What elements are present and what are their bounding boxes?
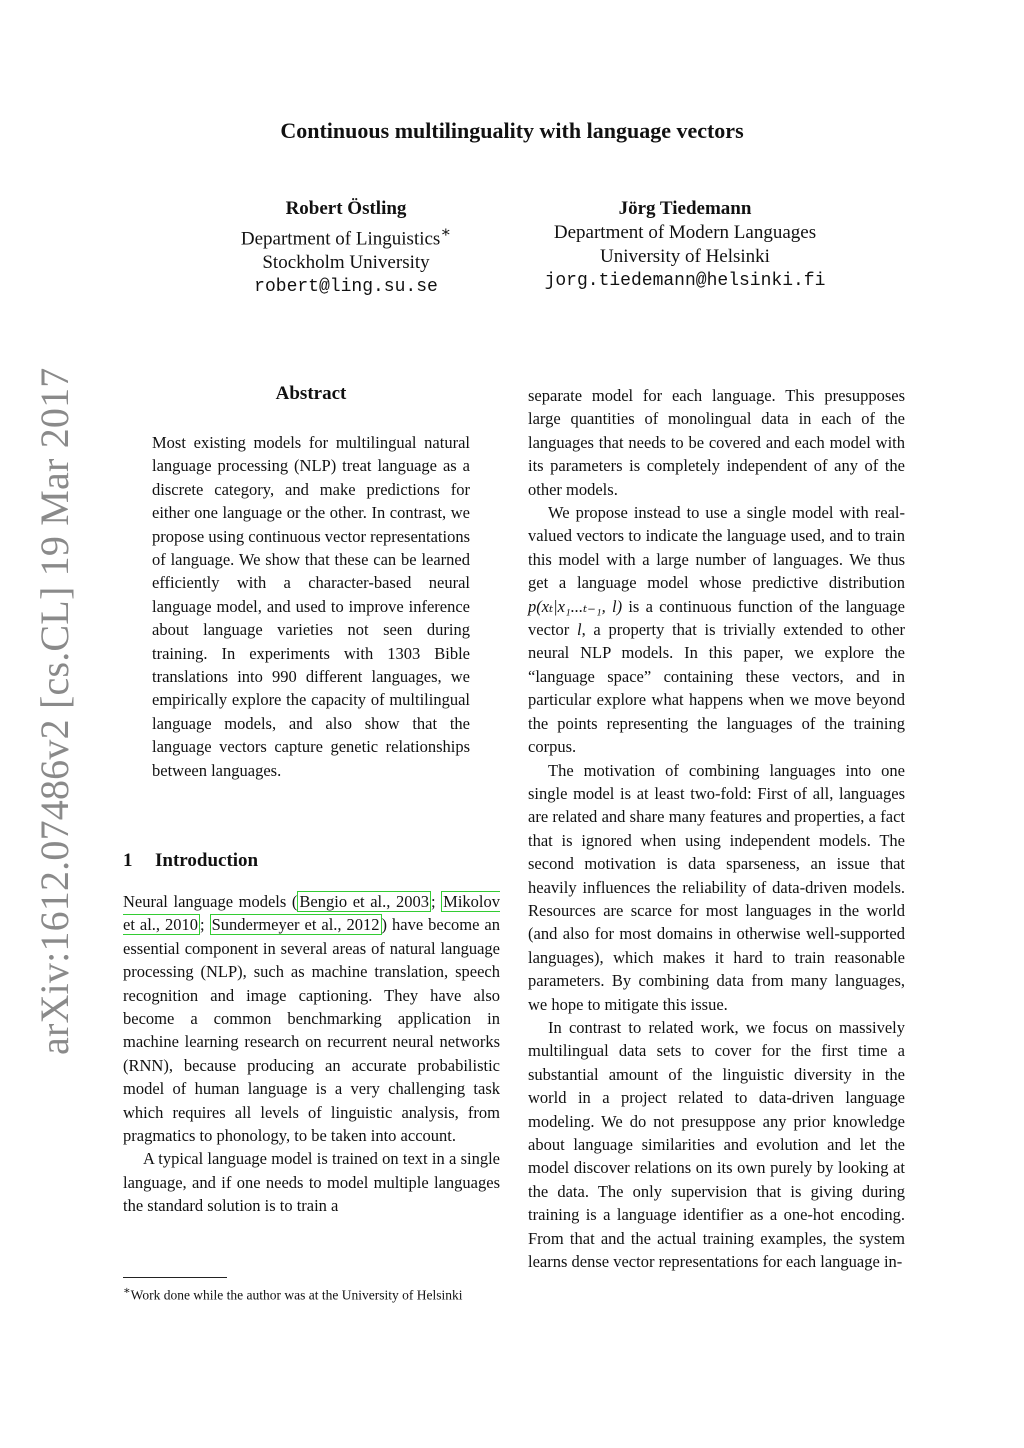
section-title: Introduction: [155, 850, 259, 871]
author-name: Jörg Tiedemann: [618, 198, 752, 219]
section-heading: [123, 850, 258, 872]
left-column-body: [123, 890, 500, 1218]
paragraph: In contrast to related work, we focus on massively multilingual data sets to cover for the first time a substantial amount of the linguistic diversity in the world in a project related to data-driven language modeling. We do not presuppose any prior knowledge about language similarities and evolution and let the model discover relations on its own purely by looking at the data. The only supervision that is giving during training is a language identifier as a one-hot encoding. From that and the actual training examples, the system learns dense vector representations for each language in-: [528, 1017, 905, 1272]
paragraph: A typical language model is trained on text in a single language, and if one needs to model multiple languages the standard solution is to train a: [123, 1149, 500, 1216]
paragraph: The motivation of combining languages into one single model is at least two-fold: First of all, languages are related and share many features and properties, a fact that is ignored when using independent models. The second motivation is data sparseness, an issue that heavily influences the reliability of data-driven models. Resources are scarce for most languages in the world (and also for most domains in otherwise well-supported languages), which makes it hard to train reasonable parameters. By combining data from many languages, we hope to mitigate this issue.: [528, 760, 905, 1014]
author-block-1: [196, 197, 496, 299]
paragraph: separate model for each language. This presupposes large quantities of monolingual data in each of the languages that needs to be covered and each model with its parameters is completely independent of any of the other models.: [528, 386, 905, 499]
math-expression: p(xₜ|x₁...ₜ₋₁, l): [528, 596, 623, 616]
math-variable: l: [576, 620, 582, 640]
footnote-divider: [123, 1277, 227, 1278]
author-name: Robert Östling: [285, 198, 407, 219]
paragraph: Neural language models ( Bengio et al., 2003 ; Mikolov et al., 2010 ; Sundermeyer et al., 2012 ) have become an essential component in several areas of natural language processing (NLP), such as machine translation, speech recognition and image captioning. They have also become a common benchmarking application in machine learning research on recurrent neural networks (RNN), because producing an accurate probabilistic model of human language is a very challenging task which requires all levels of linguistic analysis, from pragmatics to phonology, to be taken into account.: [123, 892, 500, 1146]
author-email: robert@ling.su.se: [254, 277, 438, 298]
abstract-heading: Abstract: [275, 383, 347, 404]
author-institution: University of Helsinki: [600, 246, 770, 267]
citation-link[interactable]: Sundermeyer et al., 2012: [211, 915, 380, 935]
footnote-marker: ∗: [123, 1285, 131, 1297]
footnote: ∗Work done while the author was at the University of Helsinki: [123, 1285, 463, 1303]
abstract-text: Most existing models for multilingual natural language processing (NLP) treat language as a discrete category, and make predictions for either one language or the other. In contrast, we propose using continuous vector representations of language. We show that these can be learned efficiently with a character-based neural language model, and used to improve inference about language varieties not seen during training. In experiments with 1303 Bible translations into 990 different languages, we empirically explore the capacity of multilingual language models, and also show that the language vectors capture genetic relationships between languages.: [152, 433, 471, 780]
arxiv-identifier-stamp: arXiv:1612.07486v2 [cs.CL] 19 Mar 2017: [32, 367, 77, 1055]
author-affiliation: Department of Modern Languages: [553, 222, 817, 243]
right-column-body: [528, 384, 905, 1273]
citation-link[interactable]: Bengio et al., 2003: [299, 892, 429, 911]
paper-title: Continuous multilinguality with language vectors: [280, 118, 744, 143]
section-number: 1: [123, 850, 133, 871]
footnote-marker: ∗: [440, 224, 452, 241]
citation-link[interactable]: Mikolov et al., 2010: [123, 892, 500, 935]
author-institution: Stockholm University: [262, 252, 430, 274]
author-block-2: [505, 197, 865, 293]
paragraph: We propose instead to use a single model with real-valued vectors to indicate the language used, and to train this model with a large number of languages. We thus get a language model whose predictive distribution p(xₜ|x₁...ₜ₋₁, l) is a continuous function of the language vector l, a property that is trivially extended to other neural NLP models. In this paper, we explore the “language space” containing these vectors, and in particular explore what happens when we move beyond the points representing the languages of the training corpus.: [528, 503, 906, 757]
author-affiliation: Department of Linguistics∗: [240, 224, 452, 250]
author-email: jorg.tiedemann@helsinki.fi: [544, 271, 826, 291]
